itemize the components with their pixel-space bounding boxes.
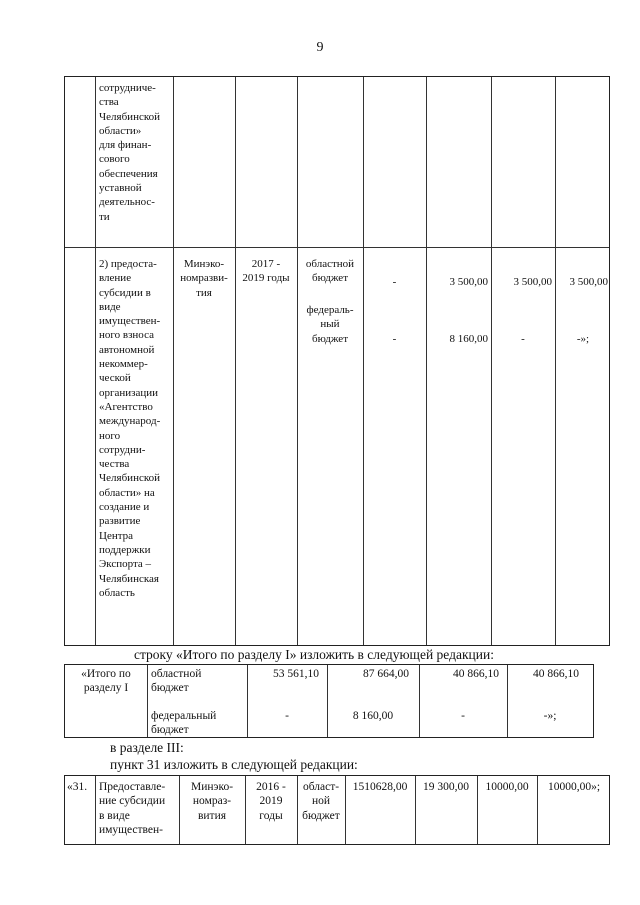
row2-regional-value-4: 3 500,00 bbox=[569, 276, 608, 288]
row1-description: сотрудниче- ства Челябинской области» для финан- сового обеспечения уставной деятельнос- ти bbox=[99, 82, 161, 223]
row2-federal-value-3: - bbox=[521, 333, 525, 345]
row2-source-federal: федераль- ный бюджет bbox=[306, 304, 354, 345]
row2-source-regional: областной бюджет bbox=[305, 258, 355, 285]
item31-table bbox=[64, 775, 610, 845]
row2-federal-value-1: - bbox=[392, 333, 397, 345]
row2-period: 2017 - 2019 годы bbox=[242, 258, 290, 285]
page-number: 9 bbox=[316, 40, 324, 55]
intro-item31: пункт 31 изложить в следующей редакции: bbox=[110, 757, 358, 772]
total-label: «Итого по разделу I bbox=[81, 668, 131, 695]
item31-period: 2016 - 2019 годы bbox=[256, 781, 286, 822]
program-table-continuation bbox=[64, 76, 610, 646]
row2-regional-value-3: 3 500,00 bbox=[513, 276, 552, 288]
total-source-federal: федеральный бюджет bbox=[151, 710, 217, 737]
item31-number: «31. bbox=[67, 781, 88, 793]
section-total-table bbox=[64, 664, 594, 738]
total-regional-value-3: 40 866,10 bbox=[453, 668, 499, 680]
item31-source: област- ной бюджет bbox=[302, 781, 340, 822]
intro-total-line: строку «Итого по разделу I» изложить в следующей редакции: bbox=[134, 647, 494, 662]
total-federal-value-4: -»; bbox=[543, 710, 557, 722]
total-federal-value-1: - bbox=[285, 710, 289, 722]
total-federal-value-3: - bbox=[461, 710, 465, 722]
total-federal-value-2: 8 160,00 bbox=[352, 710, 394, 722]
total-source-regional: областной бюджет bbox=[151, 668, 202, 695]
item31-value-3: 10000,00 bbox=[485, 781, 529, 793]
item31-executor: Минэко- номраз- вития bbox=[190, 781, 234, 822]
item31-description: Предоставле- ние субсидии в виде имуществен- bbox=[99, 781, 166, 836]
item31-value-2: 19 300,00 bbox=[423, 781, 469, 793]
row2-description: 2) предоста- вление субсидии в виде имуществен- ного взноса автономной некоммер- ческой организации «Агентство международ- ного сотрудни- чества Челябинской области» на создание и развитие Центра поддержки Экспорта – Челябинская область bbox=[99, 258, 161, 599]
intro-section3: в разделе III: bbox=[110, 740, 184, 755]
row2-federal-value-2: 8 160,00 bbox=[449, 333, 488, 345]
item31-value-4: 10000,00»; bbox=[547, 781, 601, 793]
row2-executor: Минэко- номразви- тия bbox=[180, 258, 228, 299]
item31-value-1: 1510628,00 bbox=[352, 781, 408, 793]
total-regional-value-1: 53 561,10 bbox=[273, 668, 319, 680]
total-regional-value-4: 40 866,10 bbox=[533, 668, 579, 680]
total-regional-value-2: 87 664,00 bbox=[363, 668, 409, 680]
row2-regional-value-1: - bbox=[392, 276, 397, 288]
row2-regional-value-2: 3 500,00 bbox=[449, 276, 488, 288]
row2-federal-value-4: -»; bbox=[576, 333, 590, 345]
